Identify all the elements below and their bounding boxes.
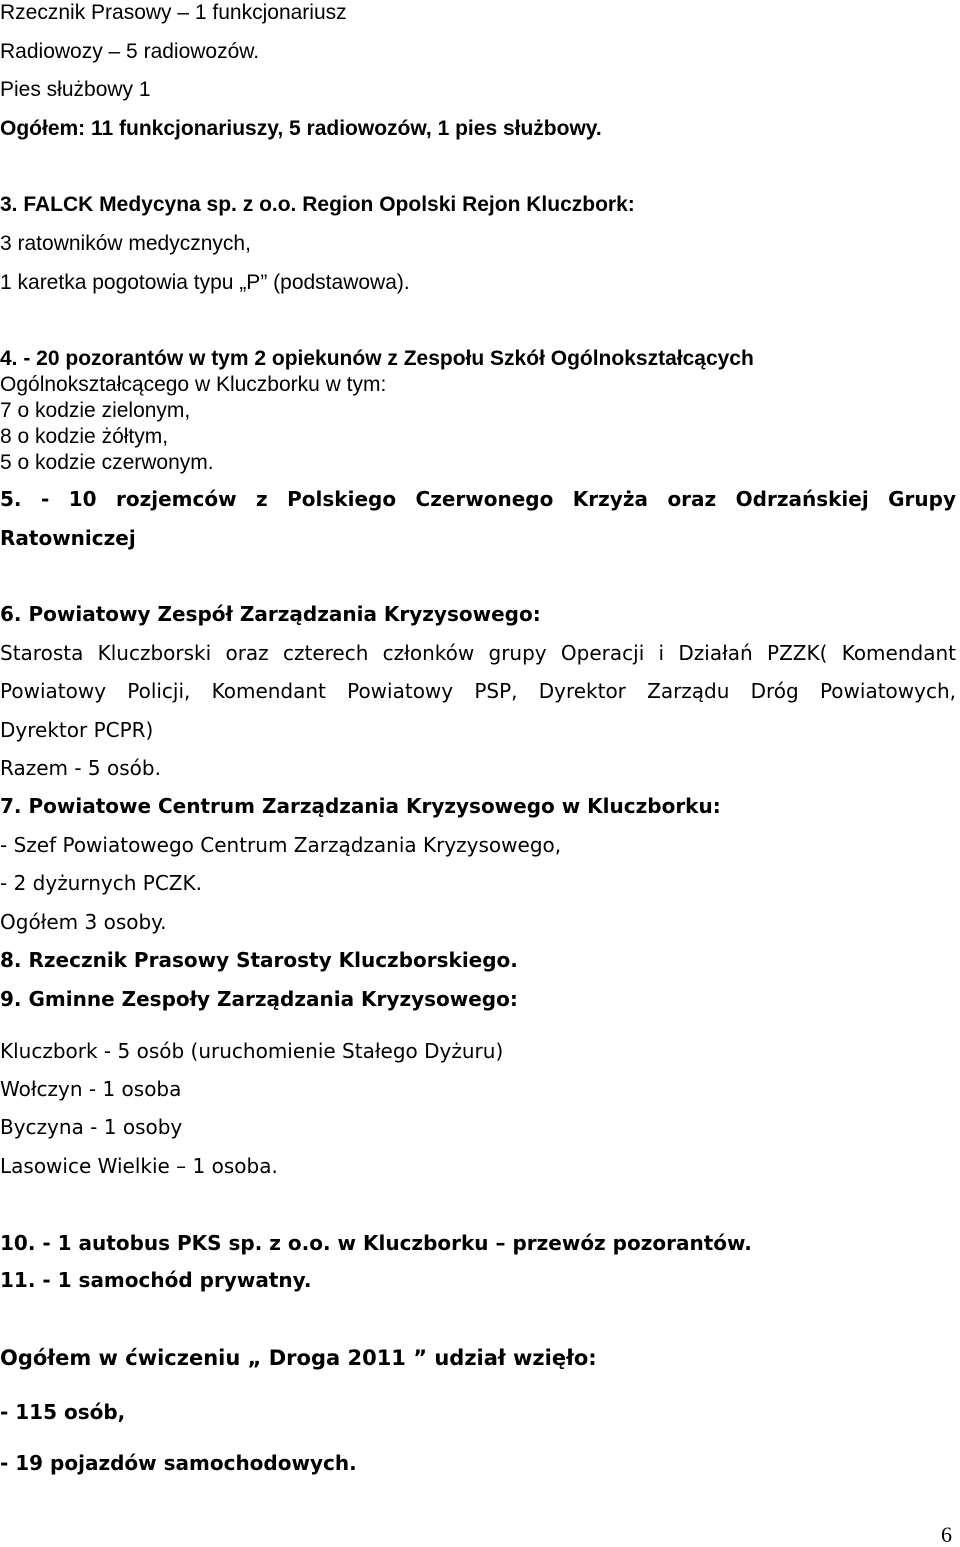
line-ogolem-policja: Ogółem: 11 funkcjonariuszy, 5 radiowozów, 1 pies służbowy.	[0, 117, 602, 140]
line-ratownicy: 3 ratowników medycznych,	[0, 232, 251, 255]
section-6-heading: 6. Powiatowy Zespół Zarządzania Kryzysowego:	[0, 602, 541, 626]
section-10-heading: 10. - 1 autobus PKS sp. z o.o. w Kluczborku – przewóz pozorantów.	[0, 1231, 752, 1255]
section-9-heading: 9. Gminne Zespoły Zarządzania Kryzysowego:	[0, 987, 518, 1011]
line-ogolem-pczk: Ogółem 3 osoby.	[0, 910, 167, 934]
section-7-heading: 7. Powiatowe Centrum Zarządzania Kryzysowego w Kluczborku:	[0, 794, 721, 818]
line-rzecznik-prasowy: Rzecznik Prasowy – 1 funkcjonariusz	[0, 1, 347, 24]
summary-heading: Ogółem w ćwiczeniu „ Droga 2011 ” udział wzięło:	[0, 1346, 597, 1370]
line-ogolnoksztalcacego: Ogólnokształcącego w Kluczborku w tym:	[0, 373, 387, 396]
line-dyzurni: - 2 dyżurnych PCZK.	[0, 871, 202, 895]
line-komendanci: Powiatowy Policji, Komendant Powiatowy PSP, Dyrektor Zarządu Dróg Powiatowych,	[0, 679, 956, 703]
line-radiowozy: Radiowozy – 5 radiowozów.	[0, 40, 260, 63]
summary-pojazdy: - 19 pojazdów samochodowych.	[0, 1451, 357, 1475]
line-karetka: 1 karetka pogotowia typu „P” (podstawowa).	[0, 271, 410, 294]
line-byczyna: Byczyna - 1 osoby	[0, 1115, 183, 1139]
section-3-heading: 3. FALCK Medycyna sp. z o.o. Region Opolski Rejon Kluczbork:	[0, 193, 635, 216]
line-lasowice: Lasowice Wielkie – 1 osoba.	[0, 1154, 278, 1178]
line-razem: Razem - 5 osób.	[0, 756, 161, 780]
line-starosta: Starosta Kluczborski oraz czterech członków grupy Operacji i Działań PZZK( Komendant	[0, 641, 956, 665]
summary-osoby: - 115 osób,	[0, 1400, 126, 1424]
line-wolczyn: Wołczyn - 1 osoba	[0, 1077, 182, 1101]
section-5-continuation: Ratowniczej	[0, 526, 136, 550]
line-szef-pczk: - Szef Powiatowego Centrum Zarządzania Kryzysowego,	[0, 833, 562, 857]
line-dyrektor-pcpr: Dyrektor PCPR)	[0, 718, 154, 742]
line-kluczbork: Kluczbork - 5 osób (uruchomienie Stałego Dyżuru)	[0, 1039, 504, 1063]
section-11-heading: 11. - 1 samochód prywatny.	[0, 1268, 312, 1292]
section-4-heading: 4. - 20 pozorantów w tym 2 opiekunów z Zespołu Szkół Ogólnokształcących	[0, 347, 754, 370]
line-kod-czerwony: 5 o kodzie czerwonym.	[0, 451, 214, 474]
line-kod-zielony: 7 o kodzie zielonym,	[0, 399, 191, 422]
line-kod-zolty: 8 o kodzie żółtym,	[0, 425, 169, 448]
line-pies-sluzbowy: Pies służbowy 1	[0, 78, 151, 101]
section-8-heading: 8. Rzecznik Prasowy Starosty Kluczborskiego.	[0, 948, 518, 972]
page-number: 6	[941, 1522, 952, 1547]
section-5-heading: 5. - 10 rozjemców z Polskiego Czerwonego Krzyża oraz Odrzańskiej Grupy	[0, 487, 956, 511]
